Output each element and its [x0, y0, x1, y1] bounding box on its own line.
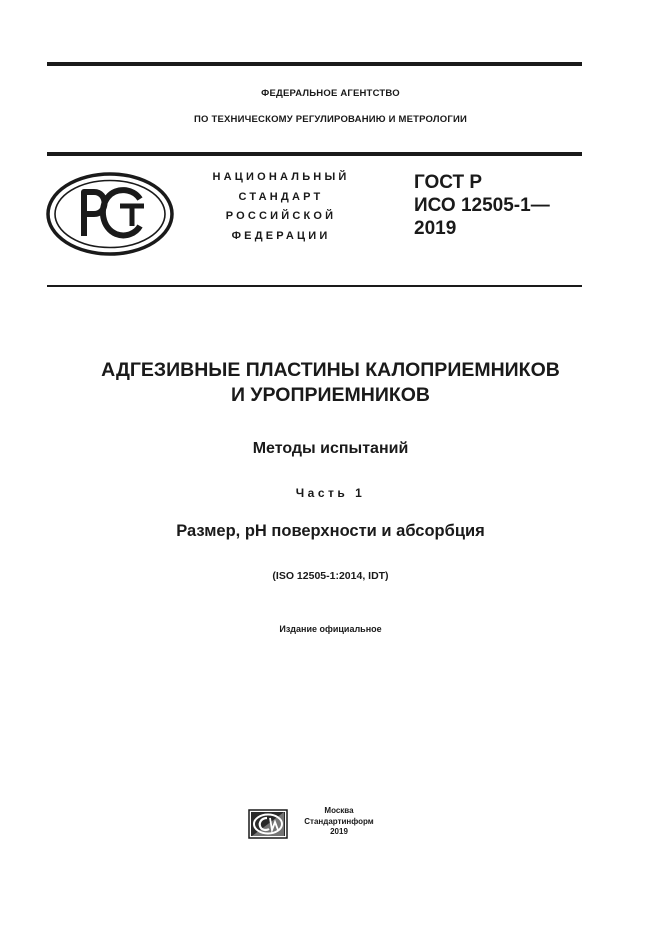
national-line-2: СТАНДАРТ: [238, 190, 324, 203]
national-line-3: РОССИЙСКОЙ: [225, 210, 337, 222]
publisher-city: Москва: [324, 806, 354, 815]
title-line-2: И УРОПРИЕМНИКОВ: [230, 384, 431, 406]
iso-reference: (ISO 12505-1:2014, IDT): [272, 570, 389, 582]
national-standard-label: [196, 168, 366, 246]
publisher-info: [294, 806, 384, 838]
designation-line-1: ГОСТ Р: [414, 172, 483, 193]
national-line-4: ФЕДЕРАЦИИ: [231, 229, 331, 242]
standartinform-logo-icon: [248, 809, 288, 844]
publisher-year: 2019: [330, 827, 348, 836]
designation-line-2: ИСО 12505-1—: [414, 195, 550, 216]
part-title: Размер, pH поверхности и абсорбция: [176, 522, 485, 540]
document-subtitle: Методы испытаний: [252, 440, 409, 457]
standard-block-bottom-rule: [47, 285, 582, 287]
standard-designation: [414, 171, 550, 240]
national-line-1: НАЦИОНАЛЬНЫЙ: [212, 171, 350, 183]
agency-line-1: ФЕДЕРАЛЬНОЕ АГЕНТСТВО: [261, 88, 400, 99]
title-line-1: АДГЕЗИВНЫЕ ПЛАСТИНЫ КАЛОПРИЕМНИКОВ: [101, 359, 560, 381]
edition-label: Издание официальное: [279, 624, 382, 634]
part-number: Часть 1: [295, 486, 366, 500]
designation-line-3: 2019: [414, 218, 457, 239]
top-rule: [47, 62, 582, 66]
document-title: [0, 358, 661, 408]
standard-block-top-rule: [47, 152, 582, 156]
agency-line-2: ПО ТЕХНИЧЕСКОМУ РЕГУЛИРОВАНИЮ И МЕТРОЛОГИИ: [194, 114, 467, 125]
publisher-name: Стандартинформ: [304, 816, 374, 826]
gost-r-pc-mark-icon: [44, 170, 176, 263]
